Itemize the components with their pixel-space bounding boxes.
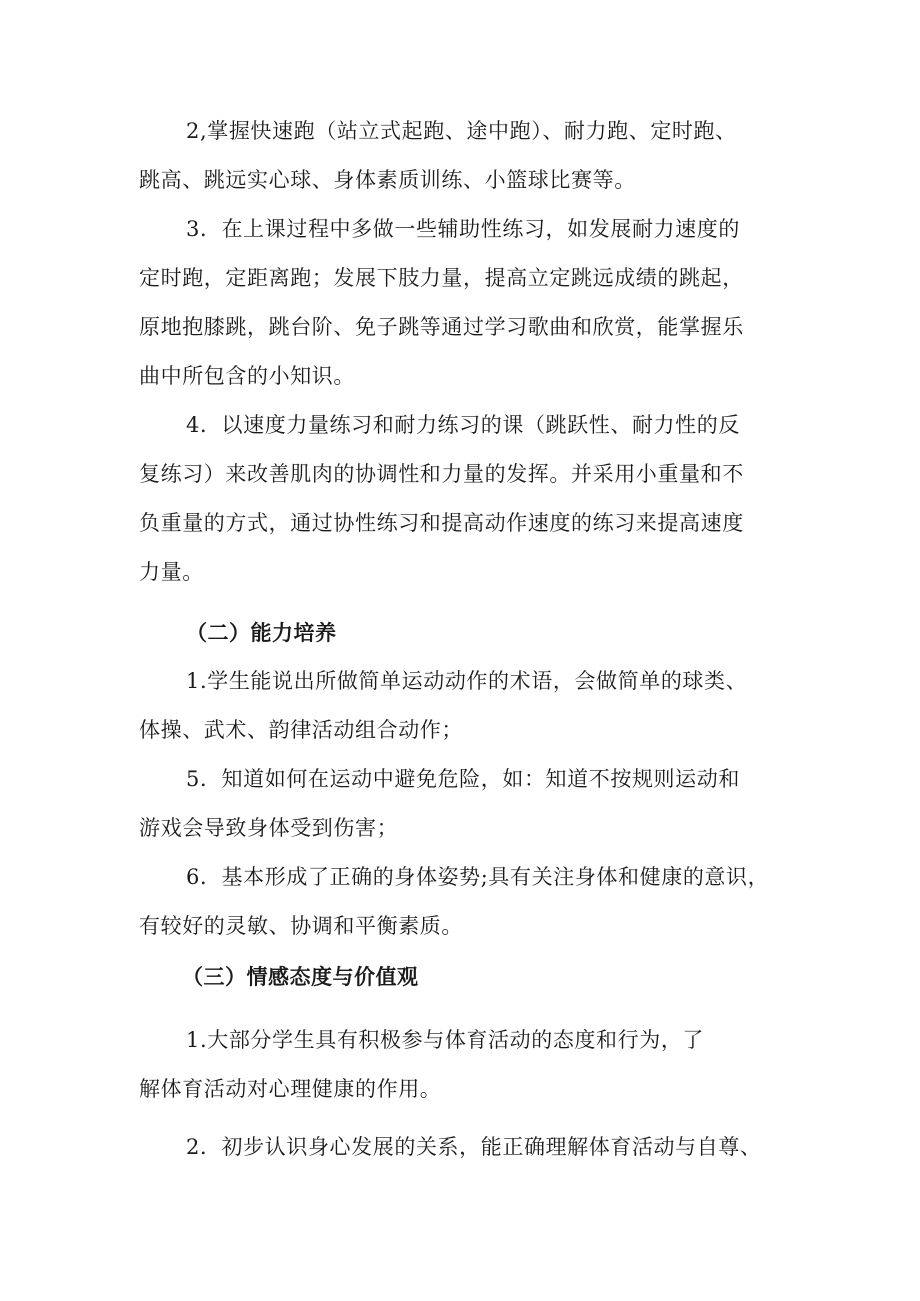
text-line: 有较好的灵敏、协调和平衡素质。 [139, 914, 463, 938]
text-line: 负重量的方式，通过协性练习和提高动作速度的练习来提高速度 [139, 511, 744, 535]
text-line: 原地抱膝跳，跳台阶、免子跳等通过学习歌曲和欣赏，能掌握乐 [139, 315, 744, 339]
text-line: 解体育活动对心理健康的作用。 [139, 1077, 442, 1101]
text-line: 力量。 [139, 560, 204, 584]
section-heading-attitude: （三）情感态度与价值观 [182, 965, 419, 989]
text-line: 定时跑，定距离跑；发展下肢力量，提高立定跳远成绩的跳起， [139, 266, 744, 290]
text-line: 2,掌握快速跑（站立式起跑、途中跑）、耐力跑、定时跑、 [186, 119, 737, 143]
text-line: 4．以速度力量练习和耐力练习的课（跳跃性、耐力性的反 [186, 413, 740, 437]
text-line: 体操、武术、韵律活动组合动作； [139, 718, 463, 742]
text-line: 复练习）来改善肌肉的协调性和力量的发挥。并采用小重量和不 [139, 462, 744, 486]
section-heading-ability: （二）能力培养 [186, 621, 337, 645]
text-line: 5．知道如何在运动中避免危险，如：知道不按规则运动和 [186, 767, 740, 791]
text-line: 曲中所包含的小知识。 [139, 364, 355, 388]
text-line: 1.学生能说出所做简单运动动作的术语，会做简单的球类、 [186, 669, 748, 693]
text-line: 游戏会导致身体受到伤害； [139, 816, 399, 840]
text-line: 3．在上课过程中多做一些辅助性练习，如发展耐力速度的 [186, 217, 740, 241]
text-line: 跳高、跳远实心球、身体素质训练、小篮球比赛等。 [139, 168, 636, 192]
text-line: 2．初步认识身心发展的关系，能正确理解体育活动与自尊、 [186, 1135, 762, 1159]
text-line: 1.大部分学生具有积极参与体育活动的态度和行为，了 [186, 1028, 705, 1052]
text-line: 6．基本形成了正确的身体姿势;具有关注身体和健康的意识， [186, 865, 770, 889]
